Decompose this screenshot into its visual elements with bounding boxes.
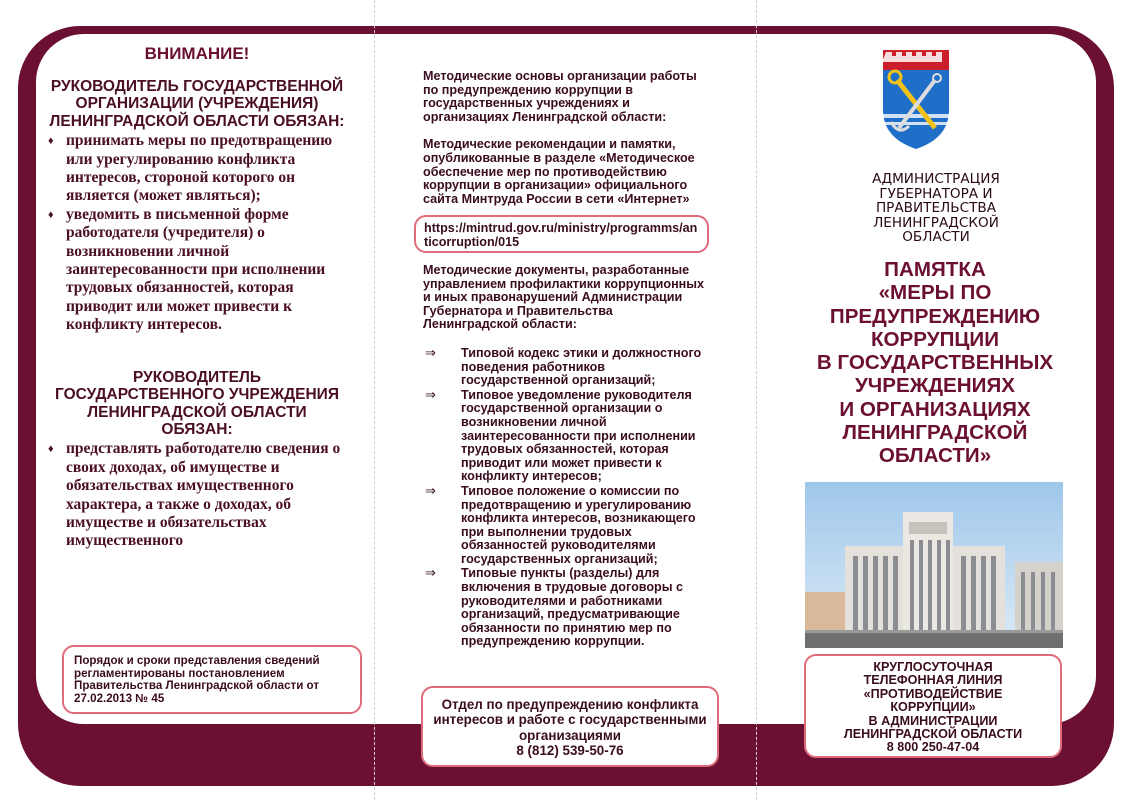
middle-panel <box>423 70 707 206</box>
hotline-phone: 8 800 250-47-04 <box>886 740 980 755</box>
list-item: ♦ представлять работодателю сведения о своих доходах, об имуществе и обязательствах имущественного характера, а также о доходах, об имуществе и обязательствах имущественного <box>48 440 341 550</box>
attention-heading: ВНИМАНИЕ! <box>144 44 250 63</box>
list-item: ⇒ Типовые пункты (разделы) для включения в трудовые договоры с руководителями и работниками организаций, предусматривающие обязанности по принятию мер по предупреждению коррупции. <box>425 565 683 649</box>
link-box <box>414 215 709 253</box>
hotline-box: КРУГЛОСУТОЧНАЯ ТЕЛЕФОННАЯ ЛИНИЯ «ПРОТИВОДЕЙСТВИЕ КОРРУПЦИИ» В АДМИНИСТРАЦИИ ЛЕНИНГРАДСКОЙ ОБЛАСТИ 8 800 250-47-04 <box>804 654 1062 758</box>
middle-documents <box>423 264 707 650</box>
documents-list <box>423 344 707 649</box>
brochure-title: ПАМЯТКА «МЕРЫ ПО ПРЕДУПРЕЖДЕНИЮ КОРРУПЦИИ В ГОСУДАРСТВЕННЫХ УЧРЕЖДЕНИЯХ И ОРГАНИЗАЦИЯХ ЛЕНИНГРАДСКОЙ ОБЛАСТИ» <box>816 258 1054 468</box>
heading-organization: РУКОВОДИТЕЛЬ ГОСУДАРСТВЕННОЙ ОРГАНИЗАЦИИ (УЧРЕЖДЕНИЯ) ЛЕНИНГРАДСКОЙ ОБЛАСТИ ОБЯЗАН: <box>49 78 345 130</box>
contact-box <box>421 686 719 767</box>
list-institution <box>46 440 348 550</box>
list-organization <box>46 132 348 334</box>
diamond-bullet-icon: ♦ <box>48 208 54 221</box>
contact-title: Отдел по предупреждению конфликта интересов и работе с государственными организациями <box>433 697 707 743</box>
heading-institution: РУКОВОДИТЕЛЬ ГОСУДАРСТВЕННОГО УЧРЕЖДЕНИЯ ЛЕНИНГРАДСКОЙ ОБЛАСТИ ОБЯЗАН: <box>55 368 339 438</box>
government-building-photo <box>805 482 1063 648</box>
double-arrow-right-icon: ⇒ <box>425 565 436 581</box>
mintrud-link[interactable]: https://mintrud.gov.ru/ministry/programms/anticorruption/015 <box>424 221 698 249</box>
list-item: ⇒ Типовое положение о комиссии по предотвращению и урегулированию конфликта интересов, возникающего при выполнении трудовых обязанностей руководителями государственных организаций; <box>425 482 696 566</box>
documents-text: Методические документы, разработанные управлением профилактики коррупционных и иных правонарушений Администрации Губернатора и Правительства Ленинградской области: <box>423 263 705 332</box>
diamond-bullet-icon: ♦ <box>48 443 54 456</box>
administration-label: АДМИНИСТРАЦИЯ ГУБЕРНАТОРА И ПРАВИТЕЛЬСТВА ЛЕНИНГРАДСКОЙ ОБЛАСТИ <box>872 171 1000 246</box>
list-item: ⇒ Типовой кодекс этики и должностного поведения работников государственной организаций; <box>425 344 702 388</box>
note-text: Порядок и сроки представления сведений регламентированы постановлением Правительства Ленинградской области от 27.02.2013 № 45 <box>74 654 320 705</box>
double-arrow-right-icon: ⇒ <box>425 386 436 402</box>
recommendations-text: Методические рекомендации и памятки, опубликованные в разделе «Методическое обеспечение мер по противодействию коррупции в организации» официального сайта Минтруда России в сети «Интернет» <box>423 137 695 206</box>
left-panel <box>46 44 348 551</box>
double-arrow-right-icon: ⇒ <box>425 482 436 498</box>
note-box <box>62 645 362 714</box>
coat-of-arms-icon <box>883 50 949 150</box>
list-item: ⇒ Типовое уведомление руководителя государственной организации о возникновении личной заинтересованности при исполнении трудовых обязанностей, которая приводит или может привести к конфликту интересов; <box>425 386 696 484</box>
list-item: ♦ уведомить в письменной форме работодателя (учредителя) о возникновении личной заинтересованности при исполнении трудовых обязанностей, которая приводит или может привести к конфликту интересов. <box>48 205 326 334</box>
fold-line-1 <box>374 0 375 800</box>
contact-phone: 8 (812) 539-50-76 <box>516 743 624 759</box>
diamond-bullet-icon: ♦ <box>48 135 54 148</box>
double-arrow-right-icon: ⇒ <box>425 344 436 360</box>
fold-line-2 <box>756 0 757 800</box>
intro-text: Методические основы организации работы по предупреждению коррупции в государственных учреждениях и организациях Ленинградской области: <box>423 69 697 124</box>
list-item: ♦ принимать меры по предотвращению или урегулированию конфликта интересов, стороной которого он является (может являться); <box>48 132 333 205</box>
